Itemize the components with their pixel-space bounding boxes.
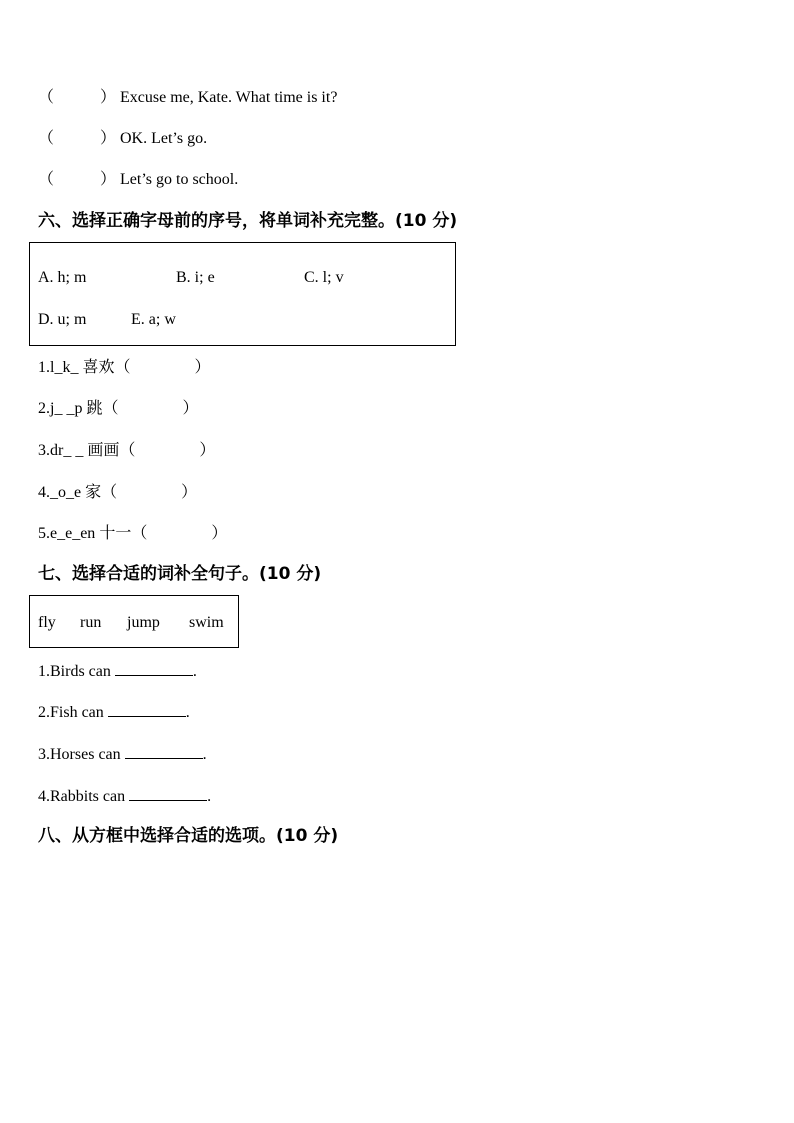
word-item-4: 4._o_e 家（ ） xyxy=(38,482,198,501)
word-item-1: 1.l_k_ 喜欢（ ） xyxy=(38,357,211,376)
fill-blank[interactable] xyxy=(108,702,186,717)
word-bank-box xyxy=(29,595,239,648)
section-6-title: 六、选择正确字母前的序号，将单词补充完整。(10 分) xyxy=(38,211,458,231)
dialogue-text: OK. Let’s go. xyxy=(120,130,208,147)
sentence-2: 2.Fish can . xyxy=(38,704,190,721)
letter-options-box xyxy=(29,242,456,346)
word-jump: jump xyxy=(127,614,160,631)
option-d: D. u; m xyxy=(38,311,87,328)
dialogue-text: Excuse me, Kate. What time is it? xyxy=(120,89,338,106)
fill-blank[interactable] xyxy=(129,786,207,801)
option-e: E. a; w xyxy=(131,311,176,328)
word-swim: swim xyxy=(189,614,224,631)
fill-blank[interactable] xyxy=(115,661,193,676)
fill-blank[interactable] xyxy=(125,744,203,759)
dialogue-line-1 xyxy=(38,88,337,108)
word-run: run xyxy=(80,614,102,631)
word-item-5: 5.e_e_en 十一（ ） xyxy=(38,523,228,542)
word-item-2: 2.j_ _p 跳（ ） xyxy=(38,398,199,417)
dialogue-text: Let’s go to school. xyxy=(120,171,239,188)
section-8-title: 八、从方框中选择合适的选项。(10 分) xyxy=(38,826,339,846)
option-a: A. h; m xyxy=(38,269,87,286)
sentence-4: 4.Rabbits can . xyxy=(38,788,212,805)
dialogue-line-2 xyxy=(38,129,207,149)
answer-parens[interactable]: （ ） xyxy=(38,89,117,106)
option-b: B. i; e xyxy=(176,269,215,286)
sentence-3: 3.Horses can . xyxy=(38,746,207,763)
section-7-title: 七、选择合适的词补全句子。(10 分) xyxy=(38,564,322,584)
answer-parens[interactable]: （ ） xyxy=(38,171,117,188)
word-item-3: 3.dr_ _ 画画（ ） xyxy=(38,440,216,459)
word-fly: fly xyxy=(38,614,56,631)
option-c: C. l; v xyxy=(304,269,344,286)
dialogue-line-3 xyxy=(38,170,238,190)
sentence-1: 1.Birds can . xyxy=(38,663,197,680)
answer-parens[interactable]: （ ） xyxy=(38,130,117,147)
